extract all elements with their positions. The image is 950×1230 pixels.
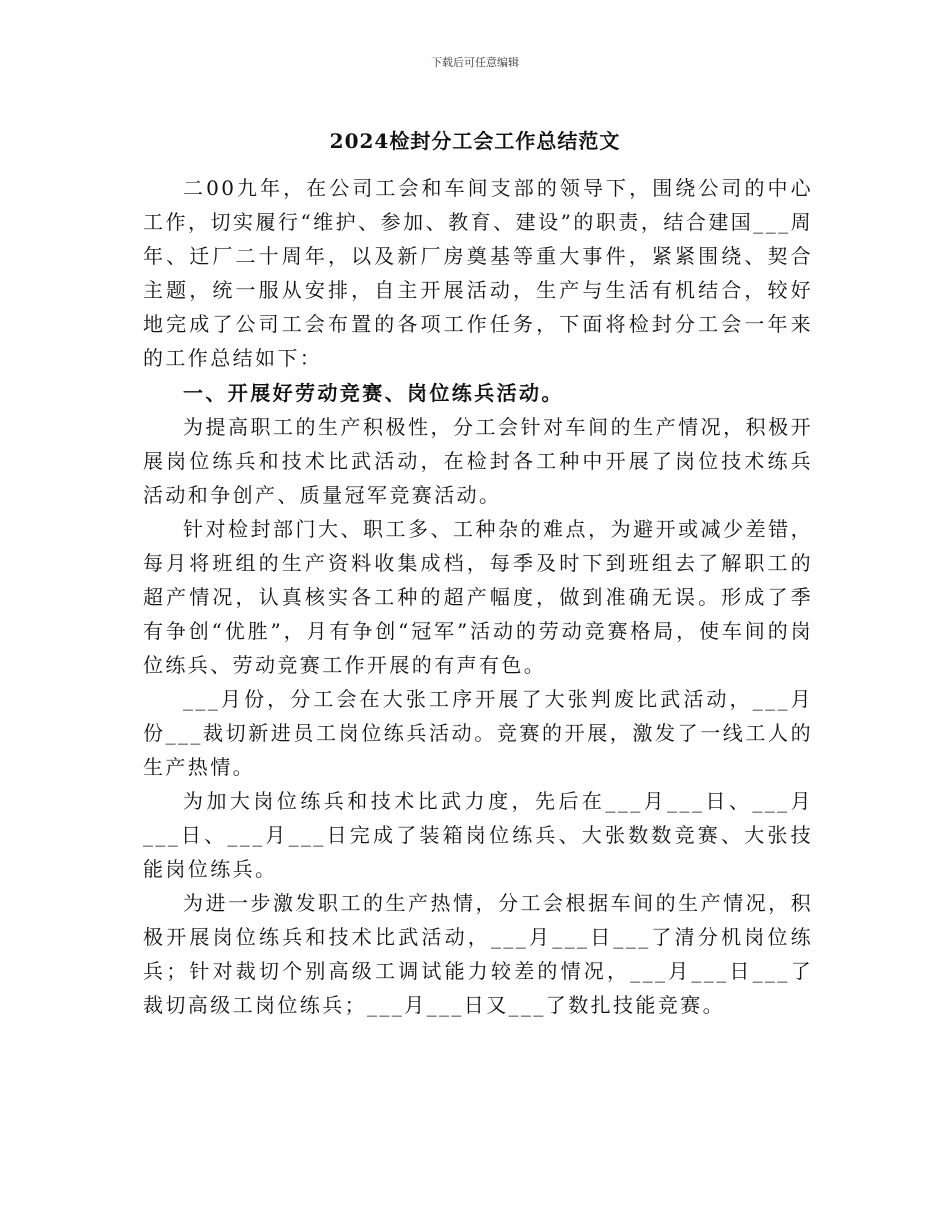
paragraph: 为进一步激发职工的生产热情，分工会根据车间的生产情况，积极开展岗位练兵和技术比武活动，___月___日___了清分机岗位练兵；针对裁切个别高级工调试能力较差的情况，___月___日___了裁切高级工岗位练兵；___月___日又___了数扎技能竞赛。 — [143, 891, 813, 1017]
paragraph-intro: 二00九年，在公司工会和车间支部的领导下，围绕公司的中心工作，切实履行“维护、参加、教育、建设”的职责，结合建国___周年、迁厂二十周年，以及新厂房奠基等重大事件，紧紧围绕、契合主题，统一服从安排，自主开展活动，生产与生活有机结合，较好地完成了公司工会布置的各项工作任务，下面将检封分工会一年来的工作总结如下： — [143, 176, 813, 370]
document-body — [143, 171, 813, 1022]
paragraph: 为提高职工的生产积极性，分工会针对车间的生产情况，积极开展岗位练兵和技术比武活动，在检封各工种中开展了岗位技术练兵活动和争创产、质量冠军竞赛活动。 — [143, 415, 813, 507]
header-note: 下载后可任意编辑 — [431, 56, 519, 69]
document-title: 2024检封分工会工作总结范文 — [329, 129, 621, 153]
paragraph: 为加大岗位练兵和技术比武力度，先后在___月___日、___月___日、___月___日完成了装箱岗位练兵、大张数数竞赛、大张技能岗位练兵。 — [143, 789, 813, 881]
paragraph: 针对检封部门大、职工多、工种杂的难点，为避开或减少差错，每月将班组的生产资料收集成档，每季及时下到班组去了解职工的超产情况，认真核实各工种的超产幅度，做到准确无误。形成了季有争创“优胜”，月有争创“冠军”活动的劳动竞赛格局，使车间的岗位练兵、劳动竞赛工作开展的有声有色。 — [143, 517, 813, 677]
section-heading: 一、开展好劳动竞赛、岗位练兵活动。 — [183, 381, 564, 405]
paragraph: ___月份，分工会在大张工序开展了大张判废比武活动，___月份___裁切新进员工岗位练兵活动。竞赛的开展，激发了一线工人的生产热情。 — [143, 687, 813, 779]
